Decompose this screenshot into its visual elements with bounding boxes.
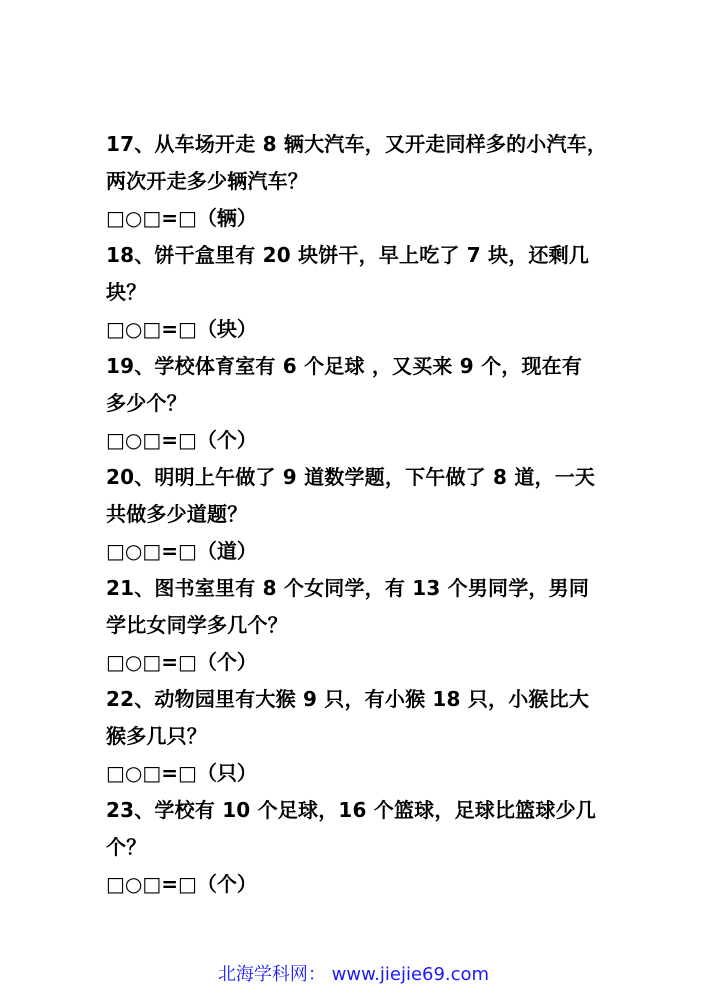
problem-text-line: 17、从车场开走 8 辆大汽车，又开走同样多的小汽车， bbox=[106, 132, 608, 156]
answer-template: □○□=□（个） bbox=[106, 650, 257, 674]
problem-text-line: 23、学校有 10 个足球，16 个篮球，足球比篮球少几 bbox=[106, 798, 596, 822]
problem-text-line: 猴多几只？ bbox=[106, 724, 207, 748]
problem-text-line: 18、饼干盒里有 20 块饼干，早上吃了 7 块，还剩几 bbox=[106, 243, 590, 267]
answer-template: □○□=□（块） bbox=[106, 317, 257, 341]
problem-text-line: 21、图书室里有 8 个女同学，有 13 个男同学，男同 bbox=[106, 576, 590, 600]
problem-22 bbox=[106, 681, 606, 792]
problem-text-line: 个？ bbox=[106, 835, 147, 859]
answer-template: □○□=□（道） bbox=[106, 539, 257, 563]
problem-18 bbox=[106, 237, 606, 348]
problem-text-line: 两次开走多少辆汽车？ bbox=[106, 169, 308, 193]
problem-text-line: 19、学校体育室有 6 个足球 ，又买来 9 个，现在有 bbox=[106, 354, 583, 378]
problem-text-line: 22、动物园里有大猴 9 只，有小猴 18 只，小猴比大 bbox=[106, 687, 590, 711]
problem-20 bbox=[106, 459, 606, 570]
problem-list bbox=[106, 126, 606, 903]
problem-19 bbox=[106, 348, 606, 459]
problem-21 bbox=[106, 570, 606, 681]
answer-template: □○□=□（个） bbox=[106, 428, 257, 452]
problem-17 bbox=[106, 126, 606, 237]
answer-template: □○□=□（辆） bbox=[106, 206, 257, 230]
footer-link[interactable]: 北海学科网： www.jiejie69.com bbox=[217, 964, 490, 985]
problem-text-line: 20、明明上午做了 9 道数学题，下午做了 8 道，一天 bbox=[106, 465, 596, 489]
answer-template: □○□=□（个） bbox=[106, 872, 257, 896]
problem-text-line: 学比女同学多几个？ bbox=[106, 613, 288, 637]
problem-text-line: 共做多少道题？ bbox=[106, 502, 248, 526]
problem-23 bbox=[106, 792, 606, 903]
problem-text-line: 块？ bbox=[106, 280, 147, 304]
problem-text-line: 多少个？ bbox=[106, 391, 187, 415]
answer-template: □○□=□（只） bbox=[106, 761, 257, 785]
